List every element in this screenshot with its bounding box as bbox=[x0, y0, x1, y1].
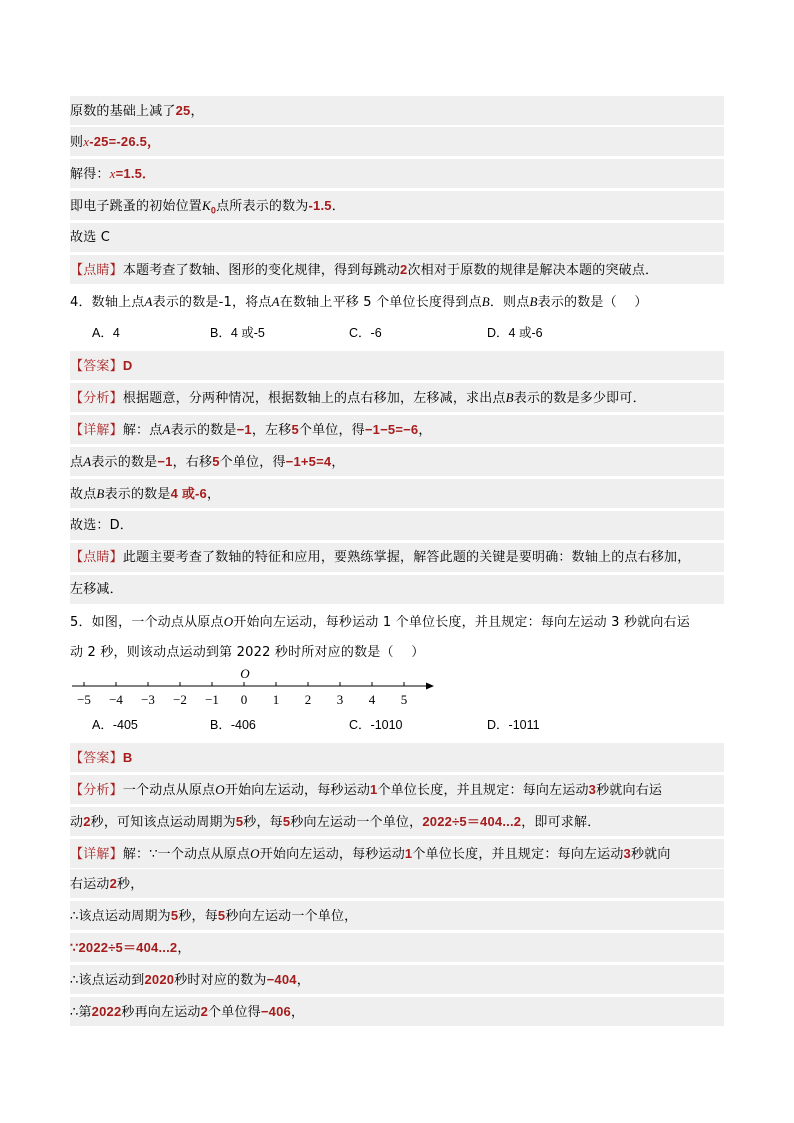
variable: B bbox=[96, 486, 105, 501]
axis-tick-label: 2 bbox=[304, 692, 312, 707]
detail-5-line-2 bbox=[70, 869, 724, 898]
number: 2 bbox=[400, 262, 408, 277]
text: 个单位得 bbox=[208, 1005, 261, 1020]
text: 点所表示的数为 bbox=[216, 199, 309, 214]
question-5-line-1 bbox=[70, 607, 724, 636]
tag: 【详解】 bbox=[70, 847, 123, 862]
question-4-options bbox=[70, 320, 724, 346]
option-a: A．4 bbox=[92, 326, 120, 340]
detail-5-line-3 bbox=[70, 901, 724, 930]
variable: O bbox=[215, 782, 225, 797]
question-4 bbox=[70, 287, 724, 316]
equation: −1−5=−6 bbox=[364, 422, 419, 437]
text: 故点 bbox=[70, 487, 97, 502]
text: ，左移 bbox=[251, 423, 292, 438]
analysis-4 bbox=[70, 383, 724, 412]
number: 2 bbox=[83, 814, 91, 829]
option-c: C．-1010 bbox=[349, 718, 403, 732]
text: 点 bbox=[70, 455, 84, 470]
detail-4-line-2 bbox=[70, 447, 724, 476]
text: 即电子跳蚤的初始位置 bbox=[70, 199, 203, 214]
variable: O bbox=[223, 614, 234, 629]
variable: A bbox=[271, 294, 280, 309]
text: ，右移 bbox=[172, 455, 213, 470]
question-number: 4． bbox=[70, 295, 92, 310]
text: 此题主要考查了数轴的特征和应用，要熟练掌握，解答此题的关键是要明确：数轴上的点右移加， bbox=[122, 550, 691, 565]
text: 表示的数是 bbox=[104, 487, 171, 502]
detail-5-line-5 bbox=[70, 965, 724, 994]
number: 5 bbox=[217, 908, 226, 923]
variable: A bbox=[144, 294, 153, 309]
text: 表示的数是 bbox=[170, 423, 237, 438]
number: −404 bbox=[266, 972, 297, 987]
detail-4-line-3 bbox=[70, 479, 724, 508]
number: 1 bbox=[404, 846, 413, 861]
text: 在数轴上平移 5 个单位长度得到点 bbox=[279, 295, 482, 310]
axis-tick-label: 4 bbox=[368, 692, 376, 707]
text: ∴该点运动到 bbox=[70, 973, 145, 988]
text: 开始向左运动，每秒运动 1 个单位长度，并且规定：每向左运动 3 秒就向右运 bbox=[233, 615, 690, 630]
detail-4-line-1 bbox=[70, 415, 724, 444]
equation: −1+5=4 bbox=[285, 454, 332, 469]
variable: B bbox=[529, 294, 538, 309]
text: ∴该点运动周期为 bbox=[70, 909, 171, 924]
option-d: D．-1011 bbox=[487, 718, 540, 732]
detail-5-line-6 bbox=[70, 997, 724, 1026]
text: 根据题意，分两种情况，根据数轴上的点右移加，左移减，求出点 bbox=[122, 391, 506, 406]
axis-tick-label: 1 bbox=[272, 692, 280, 707]
subscript: 0 bbox=[210, 205, 217, 216]
number: 2 bbox=[109, 876, 118, 891]
text: 故选：D． bbox=[70, 518, 134, 533]
axis-tick-label: 5 bbox=[400, 692, 408, 707]
text: ∴第 bbox=[70, 1005, 92, 1020]
equation: ∵2022÷5＝404...2 bbox=[70, 940, 178, 955]
answer: B bbox=[122, 750, 133, 765]
number: 2022 bbox=[91, 1004, 122, 1019]
option-b: B．-406 bbox=[210, 718, 256, 732]
variable: x bbox=[83, 134, 90, 149]
text: ， bbox=[418, 423, 432, 438]
text: 故选 C bbox=[70, 230, 111, 245]
number: −1 bbox=[157, 454, 173, 469]
text: ．则点 bbox=[489, 295, 530, 310]
text: 如图，一个动点从原点 bbox=[91, 615, 224, 630]
text: ， bbox=[331, 455, 345, 470]
text: 左移减． bbox=[70, 582, 123, 597]
text: 表示的数是-1，将点 bbox=[152, 295, 272, 310]
text: ． bbox=[331, 199, 345, 214]
variable: B bbox=[505, 390, 514, 405]
number-line bbox=[70, 666, 440, 712]
text: 个单位长度，并且规定：每向左运动 bbox=[377, 783, 589, 798]
key-point-4-line-2 bbox=[70, 575, 724, 604]
solution-line-4 bbox=[70, 191, 724, 220]
axis-tick-label: 3 bbox=[336, 692, 344, 707]
text: 个单位，得 bbox=[298, 423, 365, 438]
text: 右运动 bbox=[70, 877, 110, 892]
key-point-line bbox=[70, 255, 724, 284]
tag: 【答案】 bbox=[70, 751, 123, 766]
tag: 【分析】 bbox=[70, 783, 123, 798]
text: 次相对于原数的规律是解决本题的突破点． bbox=[407, 263, 659, 278]
axis-tick-label: 0 bbox=[240, 692, 248, 707]
number: -1.5 bbox=[308, 198, 332, 213]
text: 解：∵一个动点从原点 bbox=[122, 847, 251, 862]
text: 表示的数是多少即可． bbox=[513, 391, 646, 406]
text: 则 bbox=[70, 135, 84, 150]
text: 秒向左运动一个单位， bbox=[290, 815, 423, 830]
equation: -25=-26.5， bbox=[89, 134, 161, 149]
number: 2 bbox=[200, 1004, 209, 1019]
text: 表示的数是（ ） bbox=[537, 295, 648, 310]
axis-tick-label: −2 bbox=[173, 692, 187, 707]
axis-tick-label: −5 bbox=[77, 692, 91, 707]
variable: O bbox=[250, 846, 260, 861]
answer-4 bbox=[70, 351, 724, 380]
text: 开始向左运动，每秒运动 bbox=[224, 783, 371, 798]
number: 3 bbox=[623, 846, 631, 861]
variable: x bbox=[109, 166, 116, 181]
variable: K bbox=[202, 198, 211, 213]
equation: =1.5． bbox=[115, 166, 156, 181]
number: 5 bbox=[235, 814, 244, 829]
text: 表示的数是 bbox=[91, 455, 158, 470]
tag: 【点睛】 bbox=[70, 550, 123, 565]
text: 原数的基础上减了 bbox=[70, 104, 176, 119]
key-point-4-line-1 bbox=[70, 543, 724, 572]
option-b: B．4 或-5 bbox=[210, 326, 265, 340]
axis-tick-label: −4 bbox=[109, 692, 123, 707]
number: 5 bbox=[212, 454, 220, 469]
solution-line-3 bbox=[70, 159, 724, 188]
question-number: 5． bbox=[70, 615, 92, 630]
number: 4 或-6 bbox=[170, 486, 207, 501]
equation: 2022÷5＝404...2 bbox=[422, 814, 522, 829]
number: 5 bbox=[282, 814, 291, 829]
variable: A bbox=[162, 422, 171, 437]
text: 解：点 bbox=[122, 423, 163, 438]
text: 秒，每 bbox=[243, 815, 283, 830]
option-a: A．-405 bbox=[92, 718, 138, 732]
text: 秒就向右运 bbox=[596, 783, 663, 798]
number: 1 bbox=[370, 782, 378, 797]
text: ， bbox=[190, 104, 204, 119]
detail-4-line-4 bbox=[70, 511, 724, 540]
analysis-5-line-2 bbox=[70, 807, 724, 836]
axis-tick-label: −1 bbox=[205, 692, 219, 707]
axis-tick-label: −3 bbox=[141, 692, 155, 707]
number: 25 bbox=[175, 103, 191, 118]
variable: B bbox=[481, 294, 490, 309]
axis-arrow bbox=[426, 683, 434, 690]
analysis-5-line-1 bbox=[70, 775, 724, 804]
number: 3 bbox=[588, 782, 597, 797]
number: 5 bbox=[291, 422, 299, 437]
text: 动 bbox=[70, 815, 84, 830]
text: 秒再向左运动 bbox=[121, 1005, 201, 1020]
text: 一个动点从原点 bbox=[122, 783, 216, 798]
tag: 【分析】 bbox=[70, 391, 123, 406]
text: 解得： bbox=[70, 167, 110, 182]
text: 秒，可知该点运动周期为 bbox=[90, 815, 236, 830]
tag: 【详解】 bbox=[70, 423, 123, 438]
text: 本题考查了数轴、图形的变化规律，得到每跳动 bbox=[122, 263, 401, 278]
text: ， bbox=[290, 1005, 305, 1020]
option-c: C．-6 bbox=[349, 326, 382, 340]
question-5-options bbox=[70, 712, 724, 738]
variable: A bbox=[83, 454, 92, 469]
text: ， bbox=[296, 973, 310, 988]
solution-line-5 bbox=[70, 223, 724, 252]
number: 5 bbox=[170, 908, 179, 923]
number-line-figure bbox=[70, 666, 440, 712]
text: 秒， bbox=[117, 877, 144, 892]
text: ， bbox=[206, 487, 221, 502]
text: ，即可求解． bbox=[521, 815, 601, 830]
number: 2020 bbox=[144, 972, 175, 987]
answer-5 bbox=[70, 743, 724, 772]
tag: 【点睛】 bbox=[70, 263, 123, 278]
text: 个单位，得 bbox=[219, 455, 286, 470]
option-d: D．4 或-6 bbox=[487, 326, 543, 340]
number: −1 bbox=[236, 422, 252, 437]
origin-label: O bbox=[240, 666, 250, 681]
text: ， bbox=[177, 941, 191, 956]
text: 秒时对应的数为 bbox=[174, 973, 267, 988]
text: 开始向左运动，每秒运动 bbox=[259, 847, 405, 862]
solution-line-1 bbox=[70, 96, 724, 125]
answer: D bbox=[122, 358, 133, 373]
text: 个单位长度，并且规定：每向左运动 bbox=[412, 847, 624, 862]
detail-5-line-4 bbox=[70, 933, 724, 962]
question-5-line-2 bbox=[70, 638, 724, 667]
solution-line-2 bbox=[70, 127, 724, 156]
number: −406 bbox=[260, 1004, 291, 1019]
text: 秒向左运动一个单位， bbox=[225, 909, 358, 924]
detail-5-line-1 bbox=[70, 839, 724, 868]
tag: 【答案】 bbox=[70, 359, 123, 374]
text: 动 2 秒，则该动点运动到第 2022 秒时所对应的数是（ ） bbox=[70, 645, 425, 660]
text: 秒就向 bbox=[630, 847, 671, 862]
text: 数轴上点 bbox=[91, 295, 145, 310]
text: 秒，每 bbox=[178, 909, 218, 924]
